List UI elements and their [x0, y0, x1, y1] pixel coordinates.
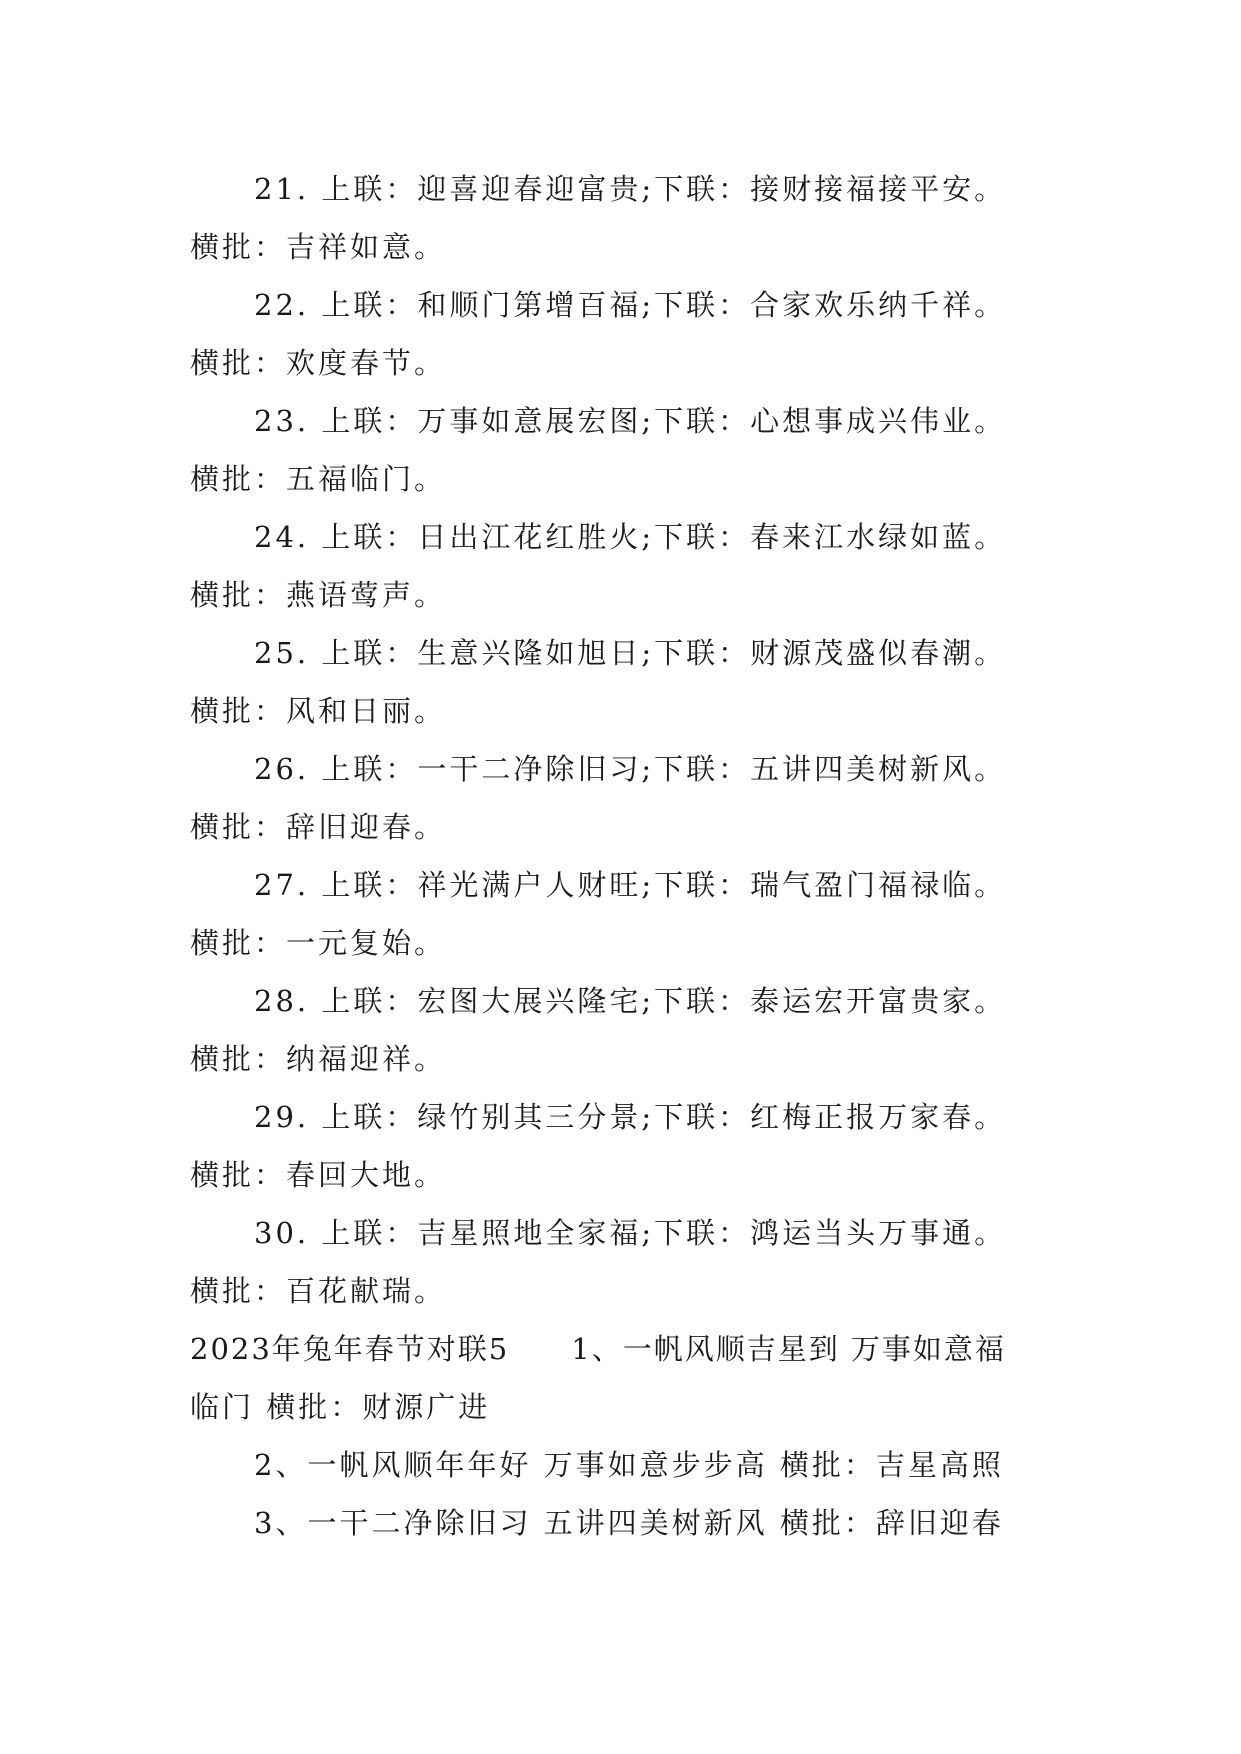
- couplet-30-main: 30. 上联：吉星照地全家福;下联：鸿运当头万事通。: [254, 1216, 1007, 1250]
- couplet-26-main: 26. 上联：一干二净除旧习;下联：五讲四美树新风。: [254, 752, 1007, 786]
- couplet-22-banner: 横批：欢度春节。: [190, 346, 447, 380]
- couplet-23-banner: 横批：五福临门。: [190, 462, 447, 496]
- section-item-2: 2、一帆风顺年年好 万事如意步步高 横批：吉星高照: [254, 1448, 1004, 1482]
- section-item-1-start: 1、一帆风顺吉星到 万事如意福: [571, 1332, 1006, 1366]
- document-body: [190, 160, 1050, 1552]
- couplet-27-banner: 横批：一元复始。: [190, 926, 447, 960]
- couplet-25-main: 25. 上联：生意兴隆如旭日;下联：财源茂盛似春潮。: [254, 636, 1007, 670]
- section-heading-line: [190, 1320, 1050, 1378]
- couplet-29-banner: 横批：春回大地。: [190, 1158, 447, 1192]
- couplet-21-banner: 横批：吉祥如意。: [190, 230, 447, 264]
- couplet-22-main: 22. 上联：和顺门第增百福;下联：合家欢乐纳千祥。: [254, 288, 1007, 322]
- couplet-25-banner: 横批：风和日丽。: [190, 694, 447, 728]
- couplet-24-banner: 横批：燕语莺声。: [190, 578, 447, 612]
- couplet-21-main: 21. 上联：迎喜迎春迎富贵;下联：接财接福接平安。: [254, 172, 1007, 206]
- section-heading: 2023年兔年春节对联5: [190, 1332, 510, 1366]
- couplet-29-main: 29. 上联：绿竹别其三分景;下联：红梅正报万家春。: [254, 1100, 1007, 1134]
- couplet-23-main: 23. 上联：万事如意展宏图;下联：心想事成兴伟业。: [254, 404, 1007, 438]
- couplet-24-main: 24. 上联：日出江花红胜火;下联：春来江水绿如蓝。: [254, 520, 1007, 554]
- couplet-26-banner: 横批：辞旧迎春。: [190, 810, 447, 844]
- couplet-28-banner: 横批：纳福迎祥。: [190, 1042, 447, 1076]
- couplet-30-banner: 横批：百花献瑞。: [190, 1274, 447, 1308]
- section-item-1-continuation: 临门 横批：财源广进: [190, 1390, 491, 1424]
- couplet-28-main: 28. 上联：宏图大展兴隆宅;下联：泰运宏开富贵家。: [254, 984, 1007, 1018]
- couplet-27-main: 27. 上联：祥光满户人财旺;下联：瑞气盈门福禄临。: [254, 868, 1007, 902]
- section-item-3: 3、一干二净除旧习 五讲四美树新风 横批：辞旧迎春: [254, 1506, 1004, 1540]
